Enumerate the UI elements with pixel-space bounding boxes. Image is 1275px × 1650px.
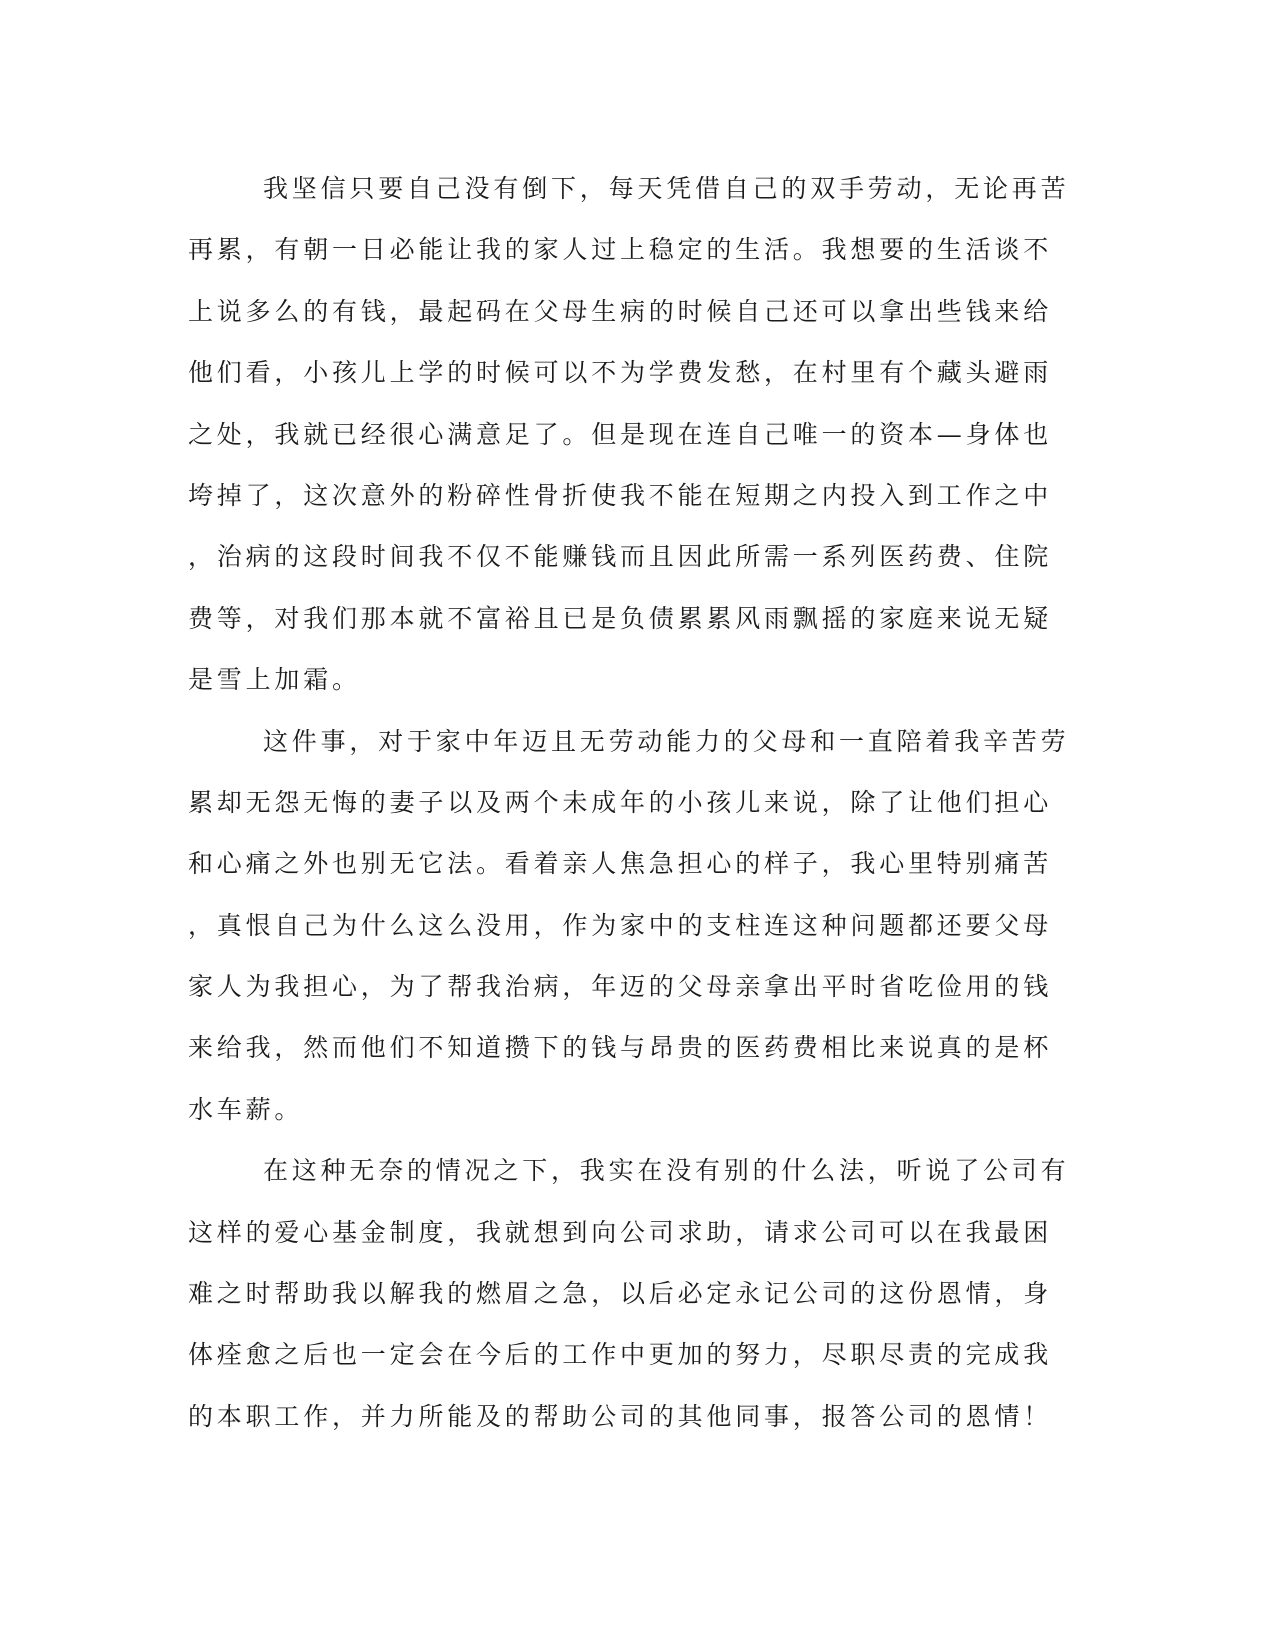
text-line: 体痊愈之后也一定会在今后的工作中更加的努力，尽职尽责的完成我 (188, 1340, 1053, 1370)
text-line: 和心痛之外也别无它法。看着亲人焦急担心的样子，我心里特别痛苦 (188, 849, 1053, 879)
text-line: 他们看，小孩儿上学的时候可以不为学费发愁，在村里有个藏头避雨 (188, 358, 1053, 388)
text-line: 累却无怨无悔的妻子以及两个未成年的小孩儿来说，除了让他们担心 (188, 787, 1053, 817)
text-line: 是雪上加霜。 (188, 665, 361, 695)
text-line: 上说多么的有钱，最起码在父母生病的时候自己还可以拿出些钱来给 (188, 296, 1053, 326)
text-line: 来给我，然而他们不知道攒下的钱与昂贵的医药费相比来说真的是杯 (188, 1033, 1053, 1063)
document-body (188, 158, 1068, 1447)
paragraph-1 (188, 158, 1068, 711)
text-line: 我坚信只要自己没有倒下，每天凭借自己的双手劳动，无论再苦 (263, 174, 1070, 203)
text-line: 这件事，对于家中年迈且无劳动能力的父母和一直陪着我辛苦劳 (263, 726, 1070, 756)
text-line: 这样的爱心基金制度，我就想到向公司求助，请求公司可以在我最困 (188, 1217, 1053, 1247)
paragraph-3 (188, 1140, 1068, 1447)
text-line: ，治病的这段时间我不仅不能赚钱而且因此所需一系列医药费、住院 (188, 542, 1053, 572)
text-line: 难之时帮助我以解我的燃眉之急，以后必定永记公司的这份恩情，身 (188, 1279, 1053, 1309)
text-line: 在这种无奈的情况之下，我实在没有别的什么法，听说了公司有 (263, 1156, 1070, 1186)
text-line: ，真恨自己为什么这么没用，作为家中的支柱连这种问题都还要父母 (188, 910, 1053, 940)
text-line: 家人为我担心，为了帮我治病，年迈的父母亲拿出平时省吃俭用的钱 (188, 972, 1053, 1002)
text-line: 的本职工作，并力所能及的帮助公司的其他同事，报答公司的恩情！ (188, 1401, 1053, 1431)
text-line: 之处，我就已经很心满意足了。但是现在连自己唯一的资本—身体也 (188, 419, 1053, 449)
text-line: 水车薪。 (188, 1094, 304, 1124)
text-line: 垮掉了，这次意外的粉碎性骨折使我不能在短期之内投入到工作之中 (188, 480, 1053, 510)
text-line: 再累，有朝一日必能让我的家人过上稳定的生活。我想要的生活谈不 (188, 235, 1053, 265)
paragraph-2 (188, 711, 1068, 1141)
text-line: 费等，对我们那本就不富裕且已是负债累累风雨飘摇的家庭来说无疑 (188, 603, 1053, 633)
